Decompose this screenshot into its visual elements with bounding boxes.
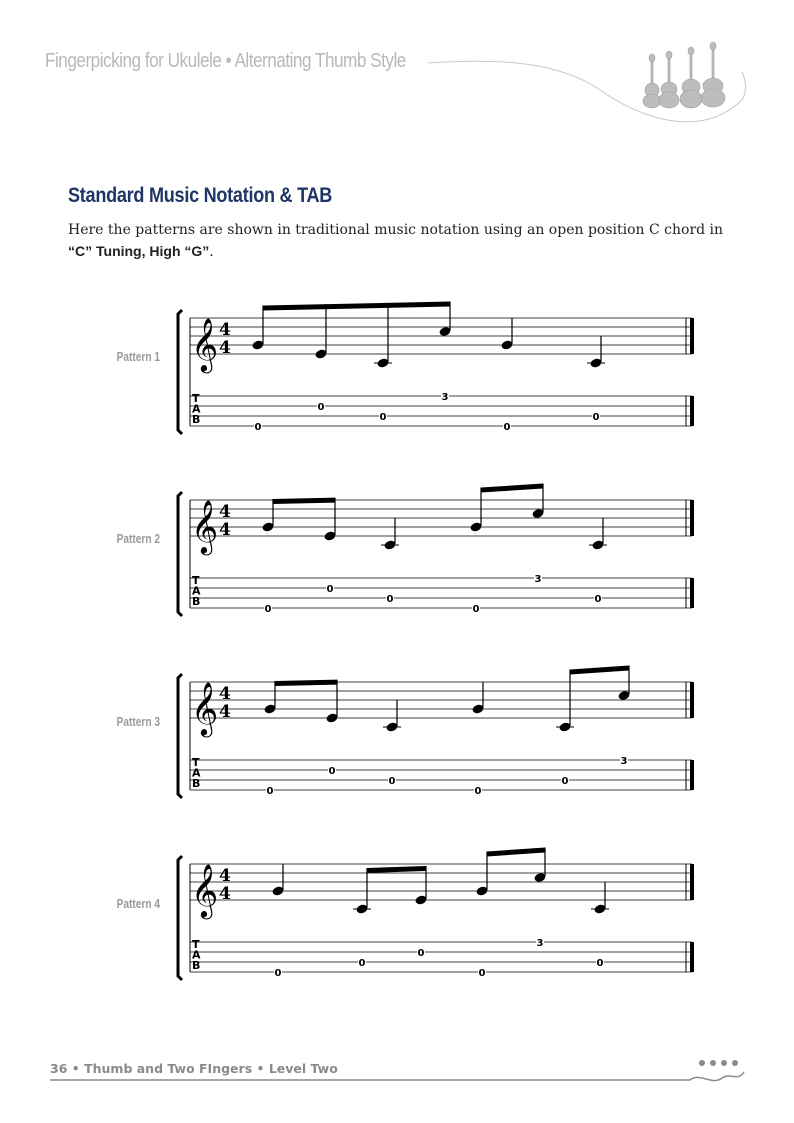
tab-fret-number: 3 (536, 938, 544, 949)
pattern-label-2: Pattern 2 (116, 531, 160, 546)
tab-fret-number: 0 (472, 604, 480, 615)
intro-paragraph (68, 220, 738, 263)
intro-tuning: “C” Tuning, High “G” (68, 243, 210, 259)
time-signature-top: 4 (219, 684, 231, 704)
tab-fret-number: 0 (561, 776, 569, 787)
tab-fret-number: 0 (417, 948, 425, 959)
note-beam (263, 302, 450, 311)
tab-fret-number: 0 (266, 786, 274, 797)
time-signature-bottom: 4 (219, 884, 231, 904)
treble-clef-icon: 𝄞 (191, 863, 219, 917)
time-signature-top: 4 (219, 866, 231, 886)
treble-clef-icon: 𝄞 (191, 681, 219, 735)
tab-fret-number: 0 (264, 604, 272, 615)
header-title: Fingerpicking for Ukulele • Alternating Thumb Style (45, 50, 406, 72)
tab-fret-number: 0 (274, 968, 282, 979)
tab-fret-number: 0 (594, 594, 602, 605)
time-signature-bottom: 4 (219, 702, 231, 722)
page-dots-icon (699, 1060, 738, 1066)
tab-clef-letter: B (192, 413, 201, 426)
time-signature-top: 4 (219, 502, 231, 522)
tab-fret-number: 0 (596, 958, 604, 969)
tab-clef-letter: A (192, 402, 201, 416)
note-beam (273, 498, 335, 504)
tab-fret-number: 0 (328, 766, 336, 777)
tab-fret-number: 0 (503, 422, 511, 433)
tab-clef-letter: T (192, 938, 200, 951)
note-beam (487, 848, 545, 857)
system-bracket (178, 310, 182, 434)
tab-fret-number: 0 (358, 958, 366, 969)
treble-clef-icon: 𝄞 (191, 499, 219, 553)
system-bracket (178, 674, 182, 798)
pattern-2-score (0, 482, 794, 622)
tab-fret-number: 3 (620, 756, 628, 767)
note-beam (367, 866, 426, 873)
tab-clef-letter: T (192, 756, 200, 769)
time-signature-top: 4 (219, 320, 231, 340)
system-bracket (178, 856, 182, 980)
tab-clef-letter: B (192, 777, 201, 790)
tab-fret-number: 0 (388, 776, 396, 787)
note-beam (275, 680, 337, 686)
ukulele-family-icon (643, 42, 725, 108)
intro-text: Here the patterns are shown in traditional music notation using an open position C chord in (68, 222, 724, 238)
tab-fret-number: 0 (478, 968, 486, 979)
intro-end: . (209, 244, 214, 260)
section-title: Standard Music Notation & TAB (68, 184, 333, 207)
tab-fret-number: 0 (474, 786, 482, 797)
footer-text: 36 • Thumb and Two FIngers • Level Two (50, 1061, 338, 1076)
note-beam (570, 666, 629, 675)
tab-fret-number: 0 (326, 584, 334, 595)
tab-clef-letter: T (192, 392, 200, 405)
footer-decoration (0, 1050, 794, 1090)
tab-fret-number: 3 (441, 392, 449, 403)
pattern-1-score (0, 300, 794, 440)
tab-fret-number: 0 (592, 412, 600, 423)
tab-clef-letter: A (192, 766, 201, 780)
pattern-label-1: Pattern 1 (116, 349, 160, 364)
tab-clef-letter: A (192, 584, 201, 598)
tab-fret-number: 0 (386, 594, 394, 605)
note-beam (481, 484, 543, 493)
tab-fret-number: 0 (254, 422, 262, 433)
tab-clef-letter: A (192, 948, 201, 962)
time-signature-bottom: 4 (219, 520, 231, 540)
tab-fret-number: 0 (379, 412, 387, 423)
tab-fret-number: 3 (534, 574, 542, 585)
tab-clef-letter: T (192, 574, 200, 587)
treble-clef-icon: 𝄞 (191, 317, 219, 371)
pattern-4-score (0, 846, 794, 986)
tab-fret-number: 0 (317, 402, 325, 413)
tab-clef-letter: B (192, 595, 201, 608)
time-signature-bottom: 4 (219, 338, 231, 358)
pattern-label-4: Pattern 4 (116, 896, 160, 911)
pattern-label-3: Pattern 3 (116, 714, 160, 729)
system-bracket (178, 492, 182, 616)
pattern-3-score (0, 664, 794, 804)
tab-clef-letter: B (192, 959, 201, 972)
